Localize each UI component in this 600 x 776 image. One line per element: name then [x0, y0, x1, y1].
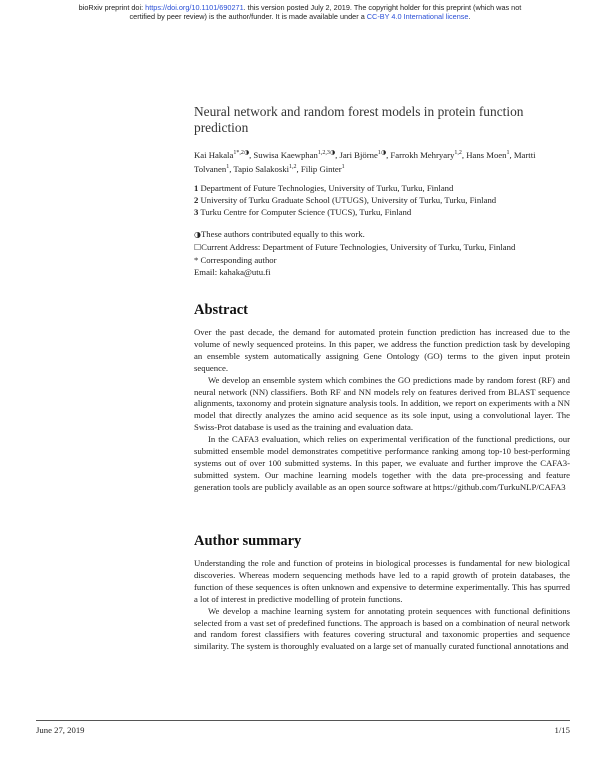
abstract-body	[194, 327, 570, 494]
banner-suffix-2: .	[468, 12, 471, 21]
footer-divider	[36, 720, 570, 721]
email: Email: kahaka@utu.fi	[194, 267, 271, 277]
page-number: 1/15	[554, 725, 570, 735]
author-list	[194, 147, 570, 175]
affiliation-3: 3 Turku Centre for Computer Science (TUCS), Turku, Finland	[194, 207, 412, 217]
banner-prefix: bioRxiv preprint doi:	[78, 3, 146, 12]
affiliations	[194, 182, 570, 218]
paper-title: Neural network and random forest models in protein function prediction	[194, 104, 524, 135]
banner-suffix: . this version posted July 2, 2019. The copyright holder for this preprint (which was not	[243, 3, 522, 12]
author: Jari Björne$^{1◑}$,	[339, 149, 391, 160]
author: Filip Ginter$^1$	[300, 163, 345, 174]
doi-link[interactable]: https://doi.org/10.1101/690271	[145, 3, 244, 12]
author: Kai Hakala$^{1*,2◑}$,	[194, 149, 254, 160]
author: Hans Moen$^1$,	[466, 149, 514, 160]
preprint-banner	[0, 3, 600, 21]
current-address-note: ☐Current Address: Department of Future Technologies, University of Turku, Turku, Finland	[194, 242, 516, 252]
half-circle-icon: ◑	[329, 149, 336, 156]
author: Tapio Salakoski$^{1,2}$,	[233, 163, 301, 174]
author-notes	[194, 228, 570, 278]
summary-paragraph: We develop a machine learning system for annotating protein sequences with functional definitions selected from a vast set of predefined functions. The approach is based on a combination of neural network and random forest classifiers with features covering structural and taxonomic properties and sequence similarity. The system is thoroughly evaluated on a large set of manually curated functional annotations and	[194, 605, 570, 652]
affiliation-1: 1 Department of Future Technologies, University of Turku, Turku, Finland	[194, 183, 454, 193]
affiliation-2: 2 University of Turku Graduate School (UTUGS), University of Turku, Turku, Finland	[194, 195, 497, 205]
summary-paragraph: Understanding the role and function of proteins in biological processes is fundamental for new biological discoveries. Whereas modern sequencing methods have led to a rapid growth of protein databases, the function of these sequences is often unknown and expensive to determine experimentally. This has spurred a lot of interest in predictive modelling of protein functions.	[194, 558, 570, 604]
banner-line-2	[0, 12, 600, 21]
square-icon: ☐	[194, 243, 202, 252]
author: Suwisa Kaewphan$^{1,2,3◑}$,	[253, 149, 340, 160]
banner-line-1	[0, 3, 600, 12]
author-summary-body	[194, 558, 570, 653]
corresponding-author-note: * Corresponding author	[194, 255, 277, 265]
half-circle-icon: ◑	[194, 230, 201, 239]
author: Martti Tolvanen$^1$,	[194, 149, 536, 174]
abstract-heading: Abstract	[194, 302, 248, 318]
footer-date: June 27, 2019	[36, 725, 85, 735]
author-summary-heading: Author summary	[194, 533, 302, 549]
license-link[interactable]: CC-BY 4.0 International license	[366, 12, 469, 21]
half-circle-icon: ◑	[380, 149, 387, 156]
equal-contribution-note: ◑These authors contributed equally to this work.	[194, 229, 365, 239]
banner-prefix-2: certified by peer review) is the author/funder. It is made available under a	[129, 12, 367, 21]
author: Farrokh Mehryary$^{1,2}$,	[390, 149, 467, 160]
abstract-paragraph: Over the past decade, the demand for automated protein function prediction has increased due to the volume of newly sequenced proteins. In this paper, we address the function prediction task by developing an ensemble system automatically assigning Gene Ontology (GO) terms to the given input protein sequence.	[194, 327, 570, 373]
abstract-paragraph: We develop an ensemble system which combines the GO predictions made by random forest (RF) and neural network (NN) classifiers. Both RF and NN models rely on features derived from BLAST sequence alignments, taxonomy and protein signature analysis tools. In addition, we report on experiments with a NN model that directly analyzes the amino acid sequence as its sole input, using a convolutional layer. The Swiss-Prot database is used as the training and evaluation data.	[194, 374, 570, 433]
abstract-paragraph: In the CAFA3 evaluation, which relies on experimental verification of the functional predictions, our submitted ensemble model demonstrates competitive performance ranking among top-10 best-performing systems out of over 100 submitted systems. In this paper, we evaluate and further improve the CAFA3-submitted system. Our machine learning models together with the data pre-processing and feature generation tools are publicly available as an open source software at https://github.com/TurkuNLP/CAFA3	[194, 434, 570, 492]
half-circle-icon: ◑	[243, 149, 250, 156]
